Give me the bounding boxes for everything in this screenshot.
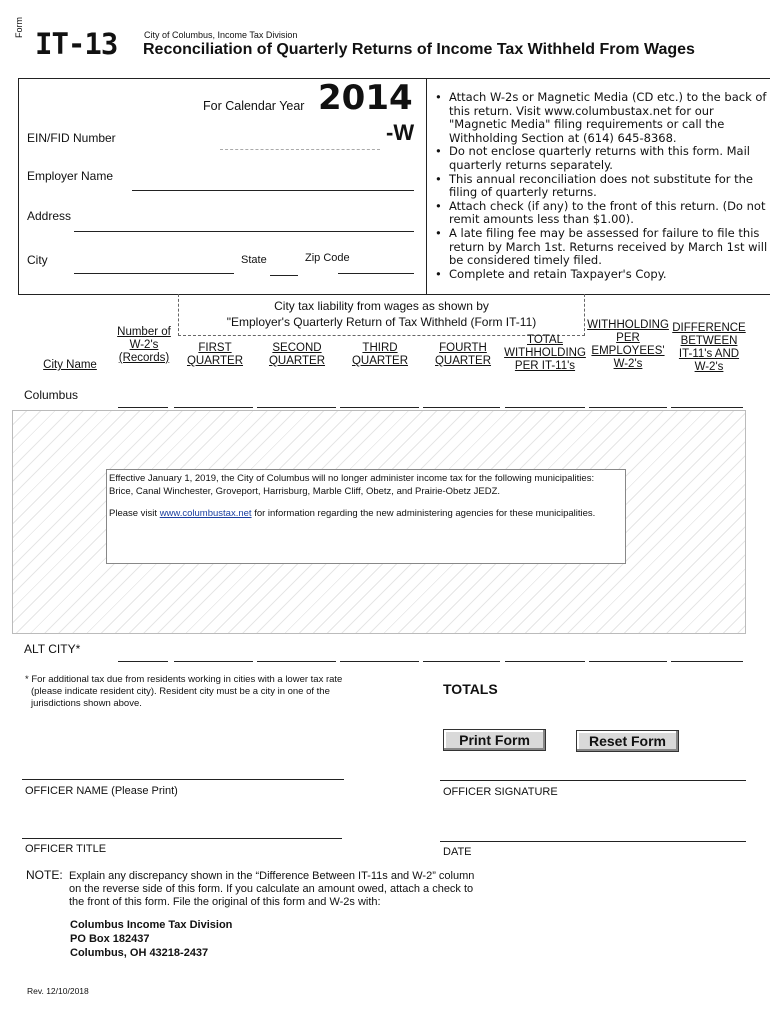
zip-label: Zip Code	[305, 252, 350, 264]
mailing-line: Columbus Income Tax Division	[70, 919, 233, 931]
col-total-line: PER IT-11's	[514, 360, 576, 372]
alt-city-w2-withholding-field[interactable]	[589, 661, 667, 662]
officer-signature-label: OFFICER SIGNATURE	[443, 786, 558, 798]
alt-city-q3-field[interactable]	[340, 661, 419, 662]
col-w2wh-line: PER	[616, 332, 640, 344]
instruction-item: • Do not enclose quarterly returns with this form. Mail quarterly returns separately.	[427, 145, 770, 172]
notice-visit-line	[109, 508, 623, 521]
note-line: the front of this form. File the original of this form and W-2s with:	[69, 896, 381, 908]
col-fourth-quarter	[428, 342, 498, 368]
date-field[interactable]	[440, 841, 746, 842]
note-line: on the reverse side of this form. If you calculate an amount owed, attach a check to	[69, 883, 474, 895]
col-total-line: WITHHOLDING	[504, 347, 586, 359]
col-total-line: TOTAL	[527, 334, 563, 346]
notice-visit-suffix: for information regarding the new administering agencies for these municipalities.	[251, 508, 596, 519]
instruction-item: • Attach check (if any) to the front of this return. (Do not remit amounts less than $1.00).	[427, 200, 770, 227]
col-third-quarter	[345, 342, 415, 368]
col-diff-line: IT-11's AND	[678, 348, 740, 360]
col-w2-count-line: Number of	[117, 326, 171, 338]
alt-city-q1-field[interactable]	[174, 661, 253, 662]
form-label: Form	[14, 17, 24, 38]
liability-caption-line2: "Employer's Quarterly Return of Tax Withheld (Form IT-11)	[226, 315, 537, 329]
col-w2-count	[112, 326, 176, 365]
agency-name: City of Columbus, Income Tax Division	[144, 30, 298, 40]
calendar-year: 2014	[318, 78, 413, 118]
col-q4-line: FOURTH	[439, 342, 487, 354]
ein-field[interactable]	[220, 149, 380, 150]
address-label: Address	[27, 209, 72, 223]
col-w2-withholding	[585, 319, 671, 371]
col-q4-line: QUARTER	[434, 355, 492, 367]
mailing-line: PO Box 182437	[70, 933, 150, 945]
totals-label: TOTALS	[443, 681, 498, 697]
address-field[interactable]	[74, 231, 414, 232]
calendar-year-label: For Calendar Year	[203, 99, 305, 113]
note-label: NOTE:	[26, 868, 63, 882]
instruction-item: • This annual reconciliation does not substitute for the filing of quarterly returns.	[427, 173, 770, 200]
date-label: DATE	[443, 846, 472, 858]
notice-visit-prefix: Please visit	[109, 508, 160, 519]
col-diff-line: BETWEEN	[680, 335, 738, 347]
col-q3-line: THIRD	[362, 342, 398, 354]
note-text	[69, 870, 474, 909]
col-w2wh-line: EMPLOYEES'	[591, 345, 665, 357]
ein-label: EIN/FID Number	[27, 131, 116, 145]
col-q2-line: SECOND	[272, 342, 322, 354]
col-first-quarter	[180, 342, 250, 368]
footnote-line: jurisdictions shown above.	[31, 698, 142, 709]
liability-caption-line1: City tax liability from wages as shown by	[274, 299, 489, 313]
col-q1-line: FIRST	[198, 342, 232, 354]
state-field[interactable]	[270, 275, 298, 276]
columbus-q1-field[interactable]	[174, 407, 253, 408]
instruction-item: • Complete and retain Taxpayer's Copy.	[427, 268, 770, 282]
notice-line2: Brice, Canal Winchester, Groveport, Harrisburg, Marble Cliff, Obetz, and Prairie-Obetz JEDZ.	[109, 485, 501, 497]
columbustax-link[interactable]: www.columbustax.net	[159, 508, 252, 519]
officer-title-field[interactable]	[22, 838, 342, 839]
note-line: Explain any discrepancy shown in the “Difference Between IT-11s and W-2” column	[69, 870, 475, 882]
alt-city-total-field[interactable]	[505, 661, 585, 662]
form-title: Reconciliation of Quarterly Returns of Income Tax Withheld From Wages	[143, 41, 695, 58]
col-q2-line: QUARTER	[268, 355, 326, 367]
footnote-line: (please indicate resident city). Resident city must be a city in one of the	[31, 686, 330, 697]
col-w2wh-line: W-2's	[613, 358, 643, 370]
notice-line1: Effective January 1, 2019, the City of Columbus will no longer administer income tax for the following municipalities:	[109, 473, 595, 484]
col-difference	[670, 322, 748, 374]
mailing-line: Columbus, OH 43218-2437	[70, 947, 209, 959]
revision-date: Rev. 12/10/2018	[27, 986, 89, 996]
col-second-quarter	[262, 342, 332, 368]
reset-form-button[interactable]: Reset Form	[576, 730, 679, 752]
officer-title-label: OFFICER TITLE	[25, 843, 107, 855]
form-number: IT-13	[35, 27, 118, 61]
instructions-box	[426, 78, 770, 295]
columbus-difference-field[interactable]	[671, 407, 743, 408]
state-label: State	[241, 254, 267, 266]
employer-name-label: Employer Name	[27, 169, 114, 183]
col-w2-count-line: (Records)	[118, 352, 170, 364]
columbus-total-field[interactable]	[505, 407, 585, 408]
alt-city-difference-field[interactable]	[671, 661, 743, 662]
zip-field[interactable]	[338, 273, 414, 274]
alt-city-footnote	[25, 674, 342, 710]
alt-city-q2-field[interactable]	[257, 661, 336, 662]
col-w2wh-line: WITHHOLDING	[587, 319, 669, 331]
columbus-q3-field[interactable]	[340, 407, 419, 408]
mailing-address	[70, 918, 232, 960]
col-total-withholding	[502, 334, 588, 373]
officer-name-label: OFFICER NAME (Please Print)	[25, 785, 178, 797]
instruction-item: • Attach W-2s or Magnetic Media (CD etc.) to the back of this return. Visit www.columbustax.net for our "Magnetic Media" filing requirements or call the Withholding Section at (614) 645-8368.	[427, 91, 770, 145]
col-q3-line: QUARTER	[351, 355, 409, 367]
city-field[interactable]	[74, 273, 234, 274]
col-city-name-label: City Name	[43, 359, 97, 371]
col-w2-count-line: W-2's	[129, 339, 159, 351]
columbus-q4-field[interactable]	[423, 407, 500, 408]
municipality-notice	[106, 469, 626, 564]
officer-name-field[interactable]	[22, 779, 344, 780]
instruction-item: • A late filing fee may be assessed for failure to file this return by March 1st. Returns received by March 1st will be considered timely filed.	[427, 227, 770, 268]
col-city-name	[36, 359, 104, 372]
alt-city-label: ALT CITY*	[24, 642, 81, 656]
col-diff-line: DIFFERENCE	[672, 322, 746, 334]
officer-signature-field[interactable]	[440, 780, 746, 781]
col-q1-line: QUARTER	[186, 355, 244, 367]
columbus-w2-withholding-field[interactable]	[589, 407, 667, 408]
row-columbus-label: Columbus	[24, 388, 79, 402]
form-suffix: -W	[386, 120, 415, 145]
alt-city-w2-count-field[interactable]	[118, 661, 168, 662]
employer-name-field[interactable]	[132, 190, 414, 191]
alt-city-q4-field[interactable]	[423, 661, 500, 662]
columbus-w2-count-field[interactable]	[118, 407, 168, 408]
footnote-line: * For additional tax due from residents working in cities with a lower tax rate	[25, 674, 343, 685]
col-diff-line: W-2's	[694, 361, 724, 373]
columbus-q2-field[interactable]	[257, 407, 336, 408]
print-form-button[interactable]: Print Form	[443, 729, 546, 751]
city-label: City	[27, 253, 48, 267]
